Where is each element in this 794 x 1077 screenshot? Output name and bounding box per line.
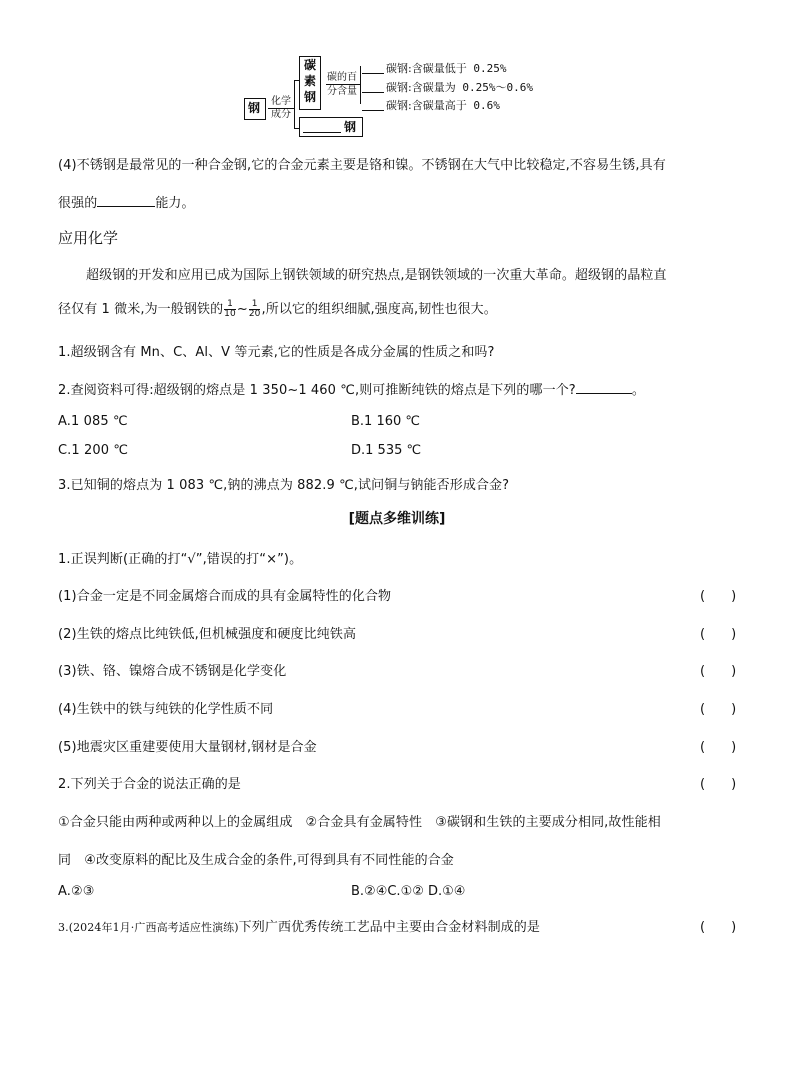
branch-2: 碳钢:含碳量为 0.25%～0.6% (386, 81, 533, 94)
composition-label-top: 化学 (271, 96, 291, 107)
applied-para-line2-suffix: ,所以它的组织细腻,强度高,韧性也很大。 (261, 302, 497, 317)
training-q3 (58, 916, 540, 935)
frac1-num: 1 (224, 300, 236, 310)
applied-q2-option-b: B.1 160 ℃ (351, 414, 420, 429)
applied-q2-option-a: A.1 085 ℃ (58, 414, 128, 429)
main-bracket (294, 80, 295, 128)
branch-2-name: 碳钢 (386, 81, 408, 94)
branch-3-text: 含碳量高于 0.6% (411, 99, 500, 112)
steel-root-label: 钢 (248, 101, 261, 115)
composition-label-bottom: 成分 (271, 109, 291, 120)
training-q2-paren: ( ) (700, 777, 737, 792)
training-q2-line2: 同 ④改变原料的配比及生成合金的条件,可得到具有不同性能的合金 (58, 853, 454, 868)
training-q2-option-a: A.②③ (58, 884, 95, 899)
training-q2-line1: ①合金只能由两种或两种以上的金属组成 ②合金具有金属特性 ③碳钢和生铁的主要成分相同,故性能相 (58, 815, 661, 830)
carbon-steel-char-2: 素 (303, 74, 316, 88)
applied-q2-option-c: C.1 200 ℃ (58, 443, 129, 458)
carbon-steel-char-3: 钢 (303, 90, 316, 104)
carbon-pct-divider (326, 84, 360, 85)
branch-1-text: 含碳量低于 0.25% (411, 62, 507, 75)
section4-line1: (4)不锈钢是最常见的一种合金钢,它的合金元素主要是铬和镍。不锈钢在大气中比较稳定,不容易生锈,具有 (58, 158, 666, 173)
applied-q2-blank (576, 381, 632, 394)
section4-line2-suffix: 能力。 (155, 196, 195, 211)
judgment-2-paren: ( ) (700, 627, 737, 642)
frac1-den: 10 (224, 309, 236, 319)
frac2-num: 1 (249, 300, 261, 310)
applied-q2 (58, 379, 645, 398)
judgment-3-paren: ( ) (700, 664, 737, 679)
carbon-bracket (360, 66, 361, 104)
carbon-pct-top: 碳的百 (327, 72, 357, 83)
branch-1-name: 碳钢 (386, 62, 408, 75)
branch-1: 碳钢:含碳量低于 0.25% (386, 62, 507, 75)
training-intro: 1.正误判断(正确的打“√”,错误的打“×”)。 (58, 552, 303, 567)
training-q2-stem: 2.下列关于合金的说法正确的是 (58, 777, 241, 792)
answer-blank (97, 194, 155, 207)
training-q3-paren: ( ) (700, 920, 737, 935)
branch-blank-2 (362, 92, 384, 93)
applied-heading: 应用化学 (58, 229, 119, 247)
section4-line2-prefix: 很强的 (58, 196, 98, 211)
other-steel-suffix: 钢 (344, 120, 357, 134)
training-q2-option-bcd: B.②④C.①② D.①④ (351, 884, 466, 899)
other-steel-blank (303, 132, 341, 133)
applied-q2-end: 。 (631, 383, 645, 398)
carbon-steel-char-1: 碳 (303, 58, 316, 72)
fraction-1-10 (224, 300, 236, 319)
judgment-4-paren: ( ) (700, 702, 737, 717)
judgment-1-paren: ( ) (700, 589, 737, 604)
branch-blank-1 (362, 73, 384, 74)
branch-3-name: 碳钢 (386, 99, 408, 112)
branch-3: 碳钢:含碳量高于 0.6% (386, 99, 500, 112)
fraction-1-20 (249, 300, 261, 319)
section4-line2 (58, 192, 195, 211)
training-q3-stem: 下列广西优秀传统工艺品中主要由合金材料制成的是 (238, 920, 540, 935)
training-title: [题点多维训练] (348, 511, 446, 527)
carbon-pct-bottom: 分含量 (327, 86, 357, 97)
branch-2-text: 含碳量为 0.25%～0.6% (411, 81, 533, 94)
steel-classification-diagram (0, 0, 794, 145)
branch-blank-3 (362, 110, 384, 111)
applied-para-line2 (58, 298, 497, 319)
frac-sep: ~ (236, 302, 248, 317)
training-q3-source: 3.(2024年1月·广西高考适应性演练) (58, 921, 239, 934)
frac2-den: 20 (248, 309, 261, 319)
judgment-5: (5)地震灾区重建要使用大量钢材,钢材是合金 (58, 740, 317, 755)
applied-q2-option-d: D.1 535 ℃ (351, 443, 422, 458)
judgment-5-paren: ( ) (700, 740, 737, 755)
applied-para-line1: 超级钢的开发和应用已成为国际上钢铁领域的研究热点,是钢铁领域的一次重大革命。超级钢的晶粒直 (86, 268, 667, 283)
judgment-1: (1)合金一定是不同金属熔合而成的具有金属特性的化合物 (58, 589, 392, 604)
judgment-3: (3)铁、铬、镍熔合成不锈钢是化学变化 (58, 664, 287, 679)
applied-para-line2-prefix: 径仅有 1 微米,为一般钢铁的 (58, 302, 224, 317)
judgment-4: (4)生铁中的铁与纯铁的化学性质不同 (58, 702, 274, 717)
applied-q2-text: 2.查阅资料可得:超级钢的熔点是 1 350~1 460 ℃,则可推断纯铁的熔点是下列的哪一个? (58, 383, 576, 398)
applied-q1: 1.超级钢含有 Mn、C、Al、V 等元素,它的性质是各成分金属的性质之和吗? (58, 345, 495, 360)
applied-q3: 3.已知铜的熔点为 1 083 ℃,钠的沸点为 882.9 ℃,试问铜与钠能否形成合金? (58, 478, 510, 493)
judgment-2: (2)生铁的熔点比纯铁低,但机械强度和硬度比纯铁高 (58, 627, 357, 642)
